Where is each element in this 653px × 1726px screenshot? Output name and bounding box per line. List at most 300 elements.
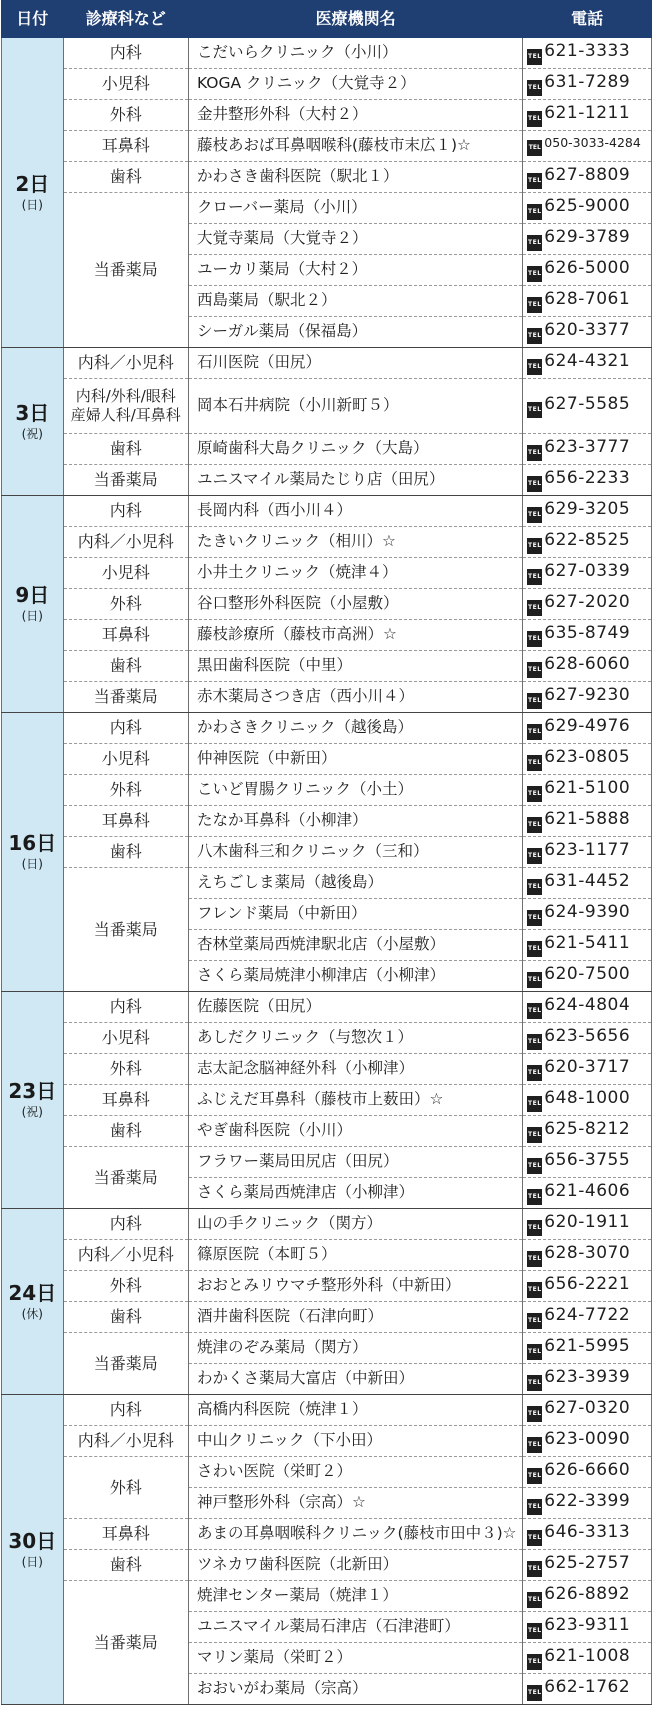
facility-name: 長岡内科（西小川４） [188,496,522,527]
facility-name: 佐藤医院（田尻） [188,992,522,1023]
phone-cell [523,1674,652,1705]
table-row [2,1581,652,1612]
table-row [2,1550,652,1581]
phone-icon: TEL [527,1654,542,1670]
date-day: 16日 [8,831,57,856]
date-cell [2,1395,64,1705]
department-cell: 内科／小児科 [63,1240,188,1271]
department-cell: 歯科 [63,162,188,193]
phone-icon: TEL [527,1437,542,1453]
phone-number: 646-3313 [544,1521,631,1542]
phone-number: 656-3755 [544,1149,631,1170]
phone-icon: TEL [527,1034,542,1050]
department-cell: 内科／小児科 [63,527,188,558]
table-row [2,69,652,100]
facility-name: かわさき歯科医院（駅北１） [188,162,522,193]
phone-icon: TEL [527,1406,542,1422]
phone-number: 627-0339 [544,560,631,581]
phone-icon: TEL [527,1313,542,1329]
phone-number: 621-1211 [544,102,631,123]
phone-icon: TEL [527,1375,542,1391]
facility-name: 石川医院（田尻） [188,348,522,379]
phone-number: 635-8749 [544,622,631,643]
department-cell: 耳鼻科 [63,620,188,651]
phone-icon: TEL [527,1220,542,1236]
date-weekday: (日) [21,857,43,872]
department-cell: 内科 [63,496,188,527]
department-cell: 耳鼻科 [63,806,188,837]
phone-icon: TEL [527,1592,542,1608]
phone-number: 624-4321 [544,350,631,371]
phone-number: 627-5585 [544,393,631,414]
table-row [2,1457,652,1488]
table-row [2,558,652,589]
phone-cell [523,930,652,961]
phone-cell [523,1116,652,1147]
header-date: 日付 [2,1,64,38]
table-row [2,1395,652,1426]
department-cell: 外科 [63,775,188,806]
phone-cell [523,69,652,100]
phone-icon: TEL [527,755,542,771]
table-row [2,682,652,713]
phone-cell [523,1519,652,1550]
phone-cell [523,1147,652,1178]
phone-number: 629-4976 [544,715,631,736]
facility-name: おおいがわ薬局（宗高） [188,1674,522,1705]
department-cell: 内科 [63,992,188,1023]
phone-icon: TEL [527,941,542,957]
phone-number: 623-9311 [544,1614,631,1635]
facility-name: 谷口整形外科医院（小屋敷） [188,589,522,620]
phone-cell [523,527,652,558]
date-day: 23日 [8,1079,57,1104]
facility-name: 酒井歯科医院（石津向町） [188,1302,522,1333]
phone-icon: TEL [527,204,542,220]
facility-name: あしだクリニック（与惣次１） [188,1023,522,1054]
phone-icon: TEL [527,445,542,461]
phone-cell [523,465,652,496]
facility-name: たなか耳鼻科（小柳津） [188,806,522,837]
department-cell: 歯科 [63,434,188,465]
facility-name: 神戸整形外科（宗高）☆ [188,1488,522,1519]
facility-name: 志太記念脳神経外科（小柳津） [188,1054,522,1085]
phone-cell [523,961,652,992]
phone-number: 648-1000 [544,1087,631,1108]
phone-cell [523,775,652,806]
phone-cell [523,1271,652,1302]
phone-icon: TEL [527,140,542,156]
facility-name: 高橋内科医院（焼津１） [188,1395,522,1426]
phone-cell [523,100,652,131]
phone-cell [523,255,652,286]
phone-number: 631-4452 [544,870,631,891]
department-cell: 内科 [63,38,188,69]
phone-icon: TEL [527,724,542,740]
table-row [2,348,652,379]
phone-cell [523,744,652,775]
phone-number: 625-9000 [544,195,631,216]
phone-number: 623-3939 [544,1366,631,1387]
phone-number: 627-0320 [544,1397,631,1418]
phone-cell [523,1240,652,1271]
phone-cell [523,317,652,348]
department-cell: 内科／小児科 [63,348,188,379]
phone-icon: TEL [527,1685,542,1701]
department-cell: 内科 [63,1395,188,1426]
phone-cell [523,651,652,682]
phone-number: 627-8809 [544,164,631,185]
phone-cell [523,379,652,434]
phone-cell [523,224,652,255]
table-row [2,1116,652,1147]
phone-cell [523,1426,652,1457]
facility-name: 篠原医院（本町５） [188,1240,522,1271]
phone-icon: TEL [527,1530,542,1546]
facility-name: ツネカワ歯科医院（北新田） [188,1550,522,1581]
facility-name: 仲神医院（中新田） [188,744,522,775]
facility-name: ユニスマイル薬局石津店（石津港町） [188,1612,522,1643]
phone-number: 631-7289 [544,71,631,92]
date-weekday: (日) [21,609,43,624]
table-row [2,744,652,775]
table-row [2,1085,652,1116]
phone-number: 623-0090 [544,1428,631,1449]
date-weekday: (日) [21,197,43,212]
header-tel: 電話 [523,1,652,38]
phone-cell [523,992,652,1023]
date-cell [2,348,64,496]
phone-cell [523,713,652,744]
table-row [2,1240,652,1271]
phone-number: 625-2757 [544,1552,631,1573]
phone-number: 622-8525 [544,529,631,550]
date-day: 2日 [15,171,50,196]
phone-number: 623-0805 [544,746,631,767]
date-cell [2,38,64,348]
department-cell: 内科/外科/眼科 産婦人科/耳鼻科 [63,379,188,434]
phone-icon: TEL [527,359,542,375]
phone-number: 050-3033-4284 [544,135,641,150]
phone-number: 623-5656 [544,1025,631,1046]
facility-name: 八木歯科三和クリニック（三和） [188,837,522,868]
phone-number: 621-3333 [544,40,631,61]
phone-icon: TEL [527,1096,542,1112]
phone-icon: TEL [527,1282,542,1298]
facility-name: マリン薬局（栄町２） [188,1643,522,1674]
facility-name: 小井土クリニック（焼津４） [188,558,522,589]
phone-number: 656-2221 [544,1273,631,1294]
phone-number: 626-6660 [544,1459,631,1480]
phone-icon: TEL [527,266,542,282]
phone-number: 625-8212 [544,1118,631,1139]
facility-name: フラワー薬局田尻店（田尻） [188,1147,522,1178]
phone-icon: TEL [527,235,542,251]
facility-name: 原崎歯科大島クリニック（大島） [188,434,522,465]
department-cell: 小児科 [63,744,188,775]
table-row [2,1302,652,1333]
table-row [2,589,652,620]
phone-number: 629-3789 [544,226,631,247]
department-cell: 歯科 [63,837,188,868]
table-row [2,496,652,527]
facility-name: KOGA クリニック（大覚寺２） [188,69,522,100]
phone-icon: TEL [527,49,542,65]
phone-icon: TEL [527,402,542,418]
phone-number: 628-7061 [544,288,631,309]
table-row [2,527,652,558]
phone-icon: TEL [527,328,542,344]
phone-icon: TEL [527,879,542,895]
phone-icon: TEL [527,972,542,988]
department-cell: 耳鼻科 [63,131,188,162]
facility-name: かわさきクリニック（越後島） [188,713,522,744]
phone-cell [523,1581,652,1612]
phone-icon: TEL [527,786,542,802]
department-cell: 内科 [63,1209,188,1240]
phone-number: 621-5411 [544,932,631,953]
table-row [2,1271,652,1302]
phone-cell [523,1488,652,1519]
phone-cell [523,1054,652,1085]
phone-number: 662-1762 [544,1676,631,1697]
table-row [2,465,652,496]
table-header-row [2,1,652,38]
department-cell: 外科 [63,589,188,620]
phone-number: 621-1008 [544,1645,631,1666]
phone-icon: TEL [527,80,542,96]
department-cell: 当番薬局 [63,682,188,713]
table-row [2,1426,652,1457]
phone-icon: TEL [527,1158,542,1174]
department-cell: 耳鼻科 [63,1085,188,1116]
phone-cell [523,837,652,868]
phone-icon: TEL [527,1189,542,1205]
department-cell: 当番薬局 [63,1333,188,1395]
phone-cell [523,1550,652,1581]
table-row [2,193,652,224]
date-day: 24日 [8,1280,57,1305]
table-row [2,651,652,682]
table-row [2,1333,652,1364]
department-cell: 小児科 [63,1023,188,1054]
phone-icon: TEL [527,1251,542,1267]
table-row [2,379,652,434]
phone-icon: TEL [527,1127,542,1143]
department-cell: 外科 [63,100,188,131]
phone-cell [523,1395,652,1426]
phone-icon: TEL [527,1623,542,1639]
phone-cell [523,1023,652,1054]
phone-icon: TEL [527,476,542,492]
phone-icon: TEL [527,1499,542,1515]
facility-name: 金井整形外科（大村２） [188,100,522,131]
table-row [2,162,652,193]
table-row [2,837,652,868]
date-cell [2,496,64,713]
phone-number: 627-9230 [544,684,631,705]
department-cell: 小児科 [63,558,188,589]
phone-icon: TEL [527,817,542,833]
phone-cell [523,1209,652,1240]
facility-name: 杏林堂薬局西焼津駅北店（小屋敷） [188,930,522,961]
table-row [2,1023,652,1054]
phone-cell [523,589,652,620]
table-row [2,775,652,806]
facility-name: 中山クリニック（下小田） [188,1426,522,1457]
schedule-body [2,38,652,1705]
phone-cell [523,1085,652,1116]
phone-icon: TEL [527,693,542,709]
date-day: 9日 [15,583,50,608]
phone-icon: TEL [527,631,542,647]
phone-number: 656-2233 [544,467,631,488]
phone-number: 624-4804 [544,994,631,1015]
phone-cell [523,131,652,162]
phone-cell [523,1457,652,1488]
phone-number: 620-7500 [544,963,631,984]
facility-name: 藤枝診療所（藤枝市高洲）☆ [188,620,522,651]
date-weekday: (日) [21,1554,43,1569]
department-cell: 歯科 [63,1302,188,1333]
table-row [2,1147,652,1178]
phone-cell [523,899,652,930]
phone-number: 620-3377 [544,319,631,340]
header-name: 医療機関名 [188,1,522,38]
phone-number: 628-3070 [544,1242,631,1263]
facility-name: たきいクリニック（相川）☆ [188,527,522,558]
facility-name: さわい医院（栄町２） [188,1457,522,1488]
phone-cell [523,620,652,651]
phone-icon: TEL [527,507,542,523]
phone-number: 623-1177 [544,839,631,860]
table-row [2,713,652,744]
phone-number: 621-5100 [544,777,631,798]
phone-number: 626-5000 [544,257,631,278]
facility-name: 藤枝あおば耳鼻咽喉科(藤枝市末広１)☆ [188,131,522,162]
facility-name: 大覚寺薬局（大覚寺２） [188,224,522,255]
facility-name: やぎ歯科医院（小川） [188,1116,522,1147]
facility-name: ユーカリ薬局（大村２） [188,255,522,286]
table-row [2,1519,652,1550]
date-cell [2,713,64,992]
phone-number: 624-9390 [544,901,631,922]
phone-cell [523,1612,652,1643]
date-day: 3日 [15,400,50,425]
department-cell: 外科 [63,1054,188,1085]
table-row [2,1209,652,1240]
phone-icon: TEL [527,600,542,616]
phone-number: 623-3777 [544,436,631,457]
phone-cell [523,682,652,713]
facility-name: 山の手クリニック（関方） [188,1209,522,1240]
facility-name: こいど胃腸クリニック（小土） [188,775,522,806]
facility-name: 黒田歯科医院（中里） [188,651,522,682]
phone-icon: TEL [527,1065,542,1081]
phone-number: 627-2020 [544,591,631,612]
phone-number: 629-3205 [544,498,631,519]
table-row [2,100,652,131]
phone-number: 628-6060 [544,653,631,674]
phone-cell [523,1302,652,1333]
phone-cell [523,1333,652,1364]
phone-cell [523,496,652,527]
department-cell: 歯科 [63,651,188,682]
facility-name: わかくさ薬局大富店（中新田） [188,1364,522,1395]
phone-cell [523,558,652,589]
phone-number: 621-5888 [544,808,631,829]
department-cell: 外科 [63,1271,188,1302]
table-row [2,1054,652,1085]
table-row [2,868,652,899]
phone-number: 621-5995 [544,1335,631,1356]
phone-cell [523,286,652,317]
facility-name: えちごしま薬局（越後島） [188,868,522,899]
phone-number: 624-7722 [544,1304,631,1325]
department-cell: 当番薬局 [63,193,188,348]
table-row [2,38,652,69]
facility-name: 焼津のぞみ薬局（関方） [188,1333,522,1364]
phone-icon: TEL [527,848,542,864]
phone-number: 626-8892 [544,1583,631,1604]
phone-icon: TEL [527,173,542,189]
phone-cell [523,434,652,465]
facility-name: おおとみリウマチ整形外科（中新田） [188,1271,522,1302]
department-cell: 小児科 [63,69,188,100]
date-weekday: (祝) [21,426,43,441]
facility-name: 岡本石井病院（小川新町５） [188,379,522,434]
phone-cell [523,348,652,379]
department-cell: 当番薬局 [63,1147,188,1209]
date-weekday: (祝) [21,1105,43,1120]
phone-icon: TEL [527,1561,542,1577]
phone-cell [523,1364,652,1395]
facility-name: クローバー薬局（小川） [188,193,522,224]
table-row [2,620,652,651]
date-weekday: (休) [21,1306,43,1321]
table-row [2,992,652,1023]
department-cell: 内科 [63,713,188,744]
department-cell: 歯科 [63,1550,188,1581]
facility-name: さくら薬局焼津小柳津店（小柳津） [188,961,522,992]
phone-cell [523,162,652,193]
phone-cell [523,38,652,69]
phone-icon: TEL [527,297,542,313]
table-row [2,131,652,162]
phone-icon: TEL [527,910,542,926]
facility-name: あまの耳鼻咽喉科クリニック(藤枝市田中３)☆ [188,1519,522,1550]
phone-icon: TEL [527,1344,542,1360]
department-cell: 当番薬局 [63,868,188,992]
phone-number: 620-3717 [544,1056,631,1077]
phone-number: 621-4606 [544,1180,631,1201]
phone-icon: TEL [527,1003,542,1019]
facility-name: ユニスマイル薬局たじり店（田尻） [188,465,522,496]
phone-icon: TEL [527,538,542,554]
department-cell: 外科 [63,1457,188,1519]
department-cell: 内科／小児科 [63,1426,188,1457]
facility-name: 焼津センター薬局（焼津１） [188,1581,522,1612]
phone-number: 622-3399 [544,1490,631,1511]
date-cell [2,1209,64,1395]
facility-name: 西島薬局（駅北２） [188,286,522,317]
phone-icon: TEL [527,662,542,678]
table-row [2,806,652,837]
phone-number: 620-1911 [544,1211,631,1232]
phone-cell [523,806,652,837]
phone-cell [523,193,652,224]
department-cell: 当番薬局 [63,465,188,496]
